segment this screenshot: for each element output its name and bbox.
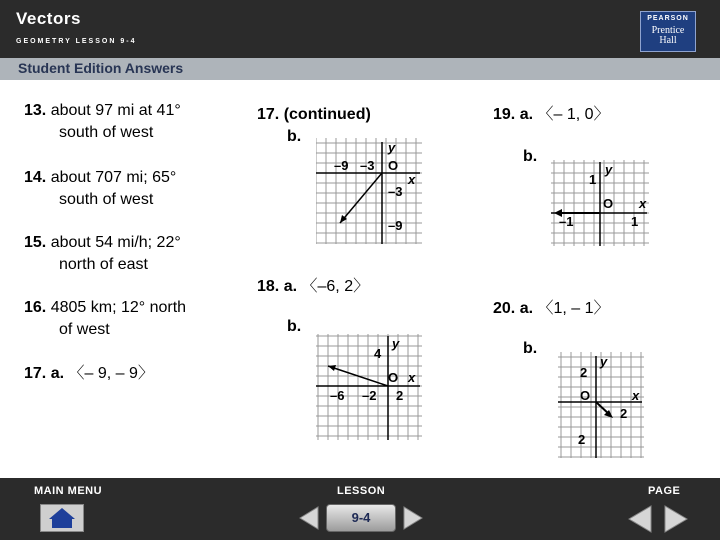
g20-tick-2: 2 [620,406,628,421]
answer-13-num: 13. [24,102,47,119]
g17-tick-4: –9 [388,218,403,233]
g17-origin: O [388,158,399,173]
answer-14-num: 14. [24,169,47,186]
answer-15-line1: about 54 mi/h; 22° [50,234,181,251]
g18-tick-4: 2 [396,388,404,403]
answer-20-num: 20. [493,300,516,317]
logo-prentice: Prentice [651,25,685,36]
g17-tick-3: –3 [388,184,403,199]
g19-tick-2: –1 [559,214,574,229]
g20-y-label: y [600,354,608,369]
g18-tick-1: 4 [374,346,382,361]
g18-tick-2: –6 [330,388,345,403]
g19-y-label: y [605,162,613,177]
answer-15-num: 15. [24,234,47,251]
answer-19 [493,104,610,168]
answer-14 [24,167,176,211]
right-arrow-icon [404,507,422,529]
page-label: PAGE [648,485,681,497]
page-next-button[interactable] [662,504,690,534]
answer-17c-num: 17. [257,106,280,123]
answer-16 [24,297,186,341]
answer-20-part-b: b. [523,340,538,357]
lesson-subtitle: GEOMETRY LESSON 9-4 [16,38,137,45]
answer-18 [257,276,369,338]
g17-tick-2: –3 [360,158,375,173]
g20-origin: O [580,388,591,403]
header-bar [0,0,720,58]
g20-tick-1: 2 [580,365,588,380]
answer-17-part-a: a. [50,365,65,382]
g18-tick-3: –2 [362,388,377,403]
banner-label: Student Edition Answers [18,60,184,76]
g19-x-label: x [639,196,647,211]
page-prev-button[interactable] [626,504,654,534]
answer-13-line2: south of west [59,124,154,141]
answer-18-num: 18. [257,278,280,295]
g19-origin: O [603,196,614,211]
logo-hall: Hall [659,35,677,46]
pearson-logo [640,11,696,52]
graph-20b [558,352,644,458]
answer-13-line1: about 97 mi at 41° [50,102,181,119]
answer-20-text: 〈1, – 1〉 [537,300,610,317]
g19-tick-1: 1 [589,172,597,187]
answer-16-line1: 4805 km; 12° north [50,299,187,316]
answer-15-line2: north of east [59,256,148,273]
lesson-label: LESSON [337,485,386,497]
g17-y-label: y [388,140,396,155]
lesson-prev-button[interactable] [296,504,322,532]
answer-14-line1: about 707 mi; 65° [50,169,177,186]
answer-16-num: 16. [24,299,47,316]
main-menu-button[interactable] [40,504,84,532]
main-menu-label: MAIN MENU [34,485,103,497]
logo-pearson: PEARSON [647,15,689,22]
answer-19-num: 19. [493,106,516,123]
g20-tick-3: 2 [578,432,586,447]
graph-17b [316,138,422,244]
answer-18-text: 〈–6, 2〉 [301,278,370,295]
answer-18-part-b: b. [287,318,302,335]
left-arrow-icon [300,507,318,529]
answer-14-line2: south of west [59,191,154,208]
answer-13 [24,100,181,144]
right-arrow-icon [665,506,687,532]
graph-19b [551,160,649,246]
answer-17-text: 〈– 9, – 9〉 [68,365,154,382]
lesson-number-button[interactable]: 9-4 [326,504,396,532]
lesson-next-button[interactable] [400,504,426,532]
answer-19-text: 〈– 1, 0〉 [537,106,610,123]
answer-17c-continued: (continued) [283,106,371,123]
answer-17a [24,363,154,385]
answer-20-part-a: a. [519,300,534,317]
graph-18b [316,334,422,440]
answer-18-part-a: a. [283,278,298,295]
g19-tick-3: 1 [631,214,639,229]
g17-tick-1: –9 [334,158,349,173]
answer-15 [24,232,181,276]
g20-x-label: x [632,388,640,403]
answer-19-part-a: a. [519,106,534,123]
left-arrow-icon [629,506,651,532]
g18-origin: O [388,370,399,385]
answer-17c-part-b: b. [287,128,302,145]
answer-16-line2: of west [59,321,110,338]
answer-20 [493,298,610,360]
home-icon [41,505,83,531]
g18-y-label: y [392,336,400,351]
answer-17-num: 17. [24,365,47,382]
answer-19-part-b: b. [523,148,538,165]
page-title: Vectors [16,9,81,28]
g18-x-label: x [408,370,416,385]
section-banner [0,58,720,80]
g17-x-label: x [408,172,416,187]
